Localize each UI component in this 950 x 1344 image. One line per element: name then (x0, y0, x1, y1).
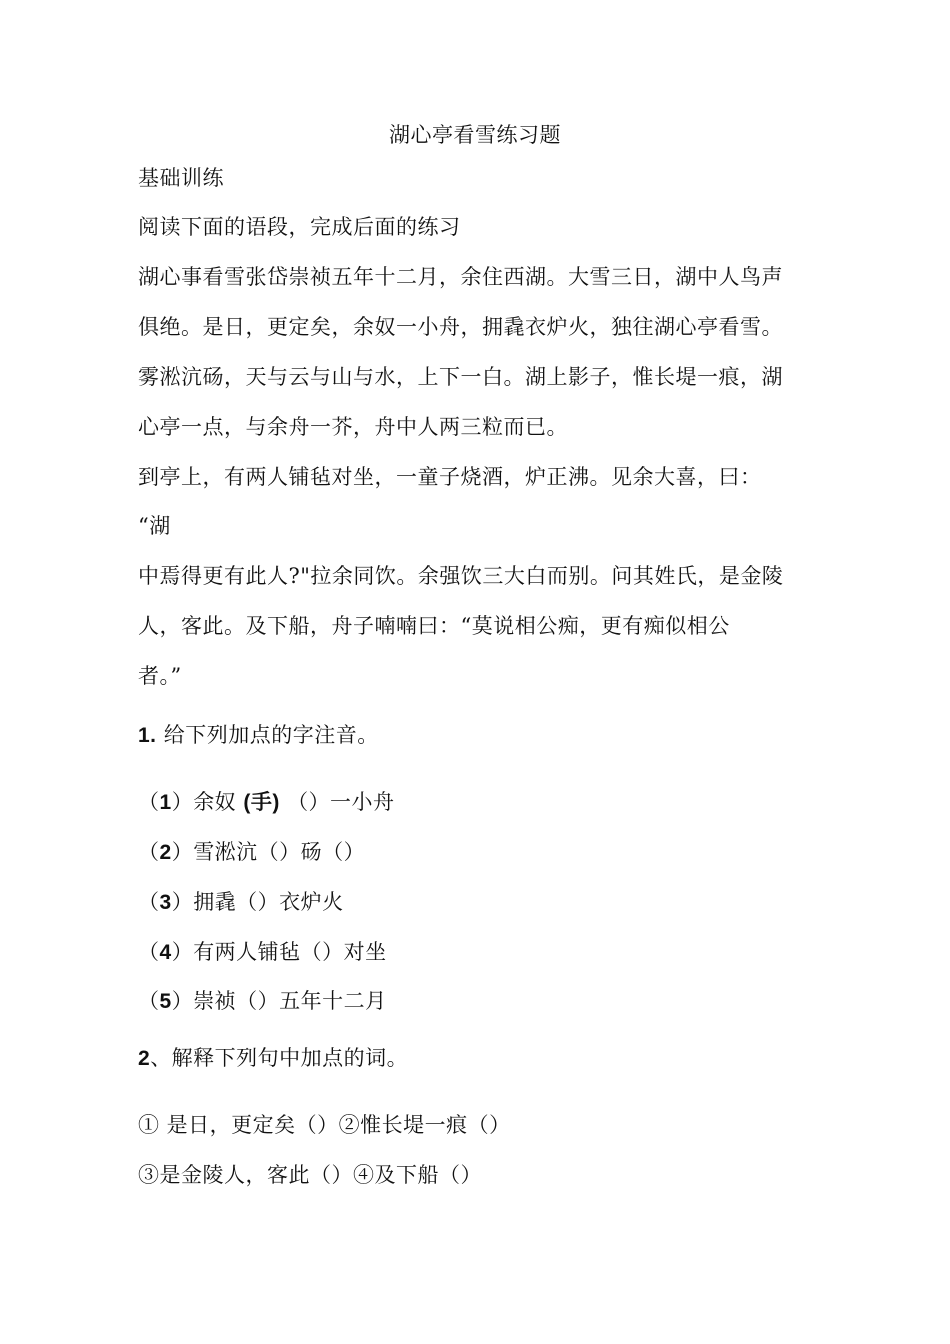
question-1-heading (138, 720, 379, 751)
question-2-number: 2 (138, 1047, 151, 1070)
item-answer: (手) (243, 791, 280, 814)
passage-line: 中焉得更有此人?"拉余同饮。余强饮三大白而别。问其姓氏，是金陵 (138, 564, 784, 588)
item-text: 余奴 (193, 790, 237, 814)
item-number: 1 (159, 791, 172, 814)
item-text: 崇祯（）五年十二月 (193, 989, 387, 1013)
item-number: 2 (159, 841, 172, 864)
passage-line: 俱绝。是日，更定矣，余奴一小舟，拥毳衣炉火，独往湖心亭看雪。 (138, 315, 783, 339)
question-2-prompt: 、解释下列句中加点的词。 (150, 1046, 409, 1070)
passage-line: 人，客此。及下船，舟子喃喃曰：“莫说相公痴，更有痴似相公 (138, 614, 730, 638)
passage-line: 心亭一点，与余舟一芥，舟中人两三粒而已。 (138, 415, 568, 439)
item-number: 4 (159, 941, 172, 964)
item-number: 3 (159, 891, 172, 914)
passage-line: 者。” (138, 664, 182, 688)
question-1-item: （1）余奴 (手) （）一小舟 (138, 790, 395, 814)
passage-line: “湖 (138, 514, 171, 538)
question-2-heading (138, 1043, 408, 1074)
question-1-prompt: 给下列加点的字注音。 (163, 723, 379, 747)
passage-line: 雾淞沆砀，天与云与山与水，上下一白。湖上影子，惟长堤一痕，湖 (138, 365, 783, 389)
question-1-item: （5）崇祯（）五年十二月 (138, 989, 387, 1013)
item-text: 有两人铺毡（）对坐 (193, 940, 387, 964)
question-1-item: （4）有两人铺毡（）对坐 (138, 940, 387, 964)
reading-instruction: 阅读下面的语段，完成后面的练习 (138, 215, 461, 239)
question-2-line: ③是金陵人，客此（）④及下船（） (138, 1163, 482, 1187)
document-title: 湖心亭看雪练习题 (389, 123, 561, 147)
item-number: 5 (159, 990, 172, 1013)
passage-line: 湖心事看雪张岱崇祯五年十二月，余住西湖。大雪三日，湖中人鸟声 (138, 265, 783, 289)
question-1-item: （3）拥毳（）衣炉火 (138, 890, 344, 914)
section-heading: 基础训练 (138, 166, 224, 190)
item-text-after: （）一小舟 (287, 790, 395, 814)
item-text: 雪淞沆（）砀（） (193, 840, 366, 864)
question-1-number: 1. (138, 724, 157, 747)
item-text: 拥毳（）衣炉火 (193, 890, 344, 914)
passage-line: 到亭上，有两人铺毡对坐，一童子烧酒，炉正沸。见余大喜，曰： (138, 465, 762, 489)
question-1-item: （2）雪淞沆（）砀（） (138, 840, 366, 864)
question-2-line: ① 是日，更定矣（）②惟长堤一痕（） (138, 1113, 511, 1137)
